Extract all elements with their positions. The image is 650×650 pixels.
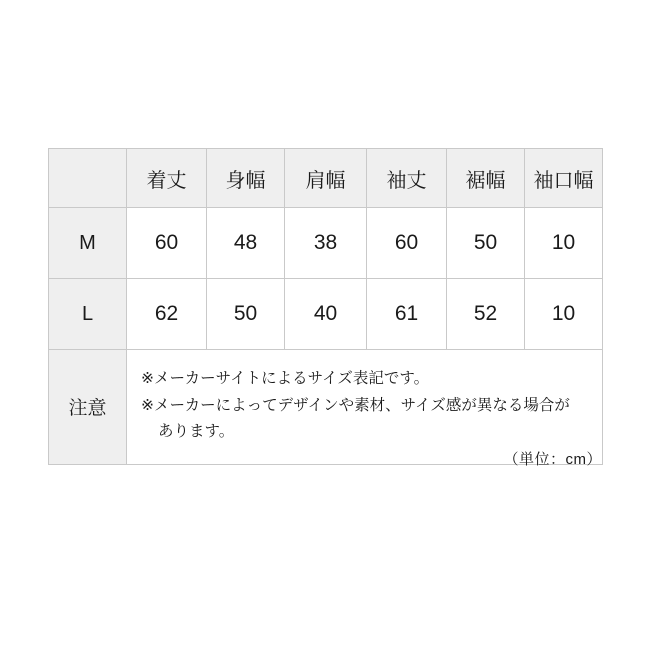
row-label-l: L [49, 279, 127, 350]
cell-m-susohaba: 50 [447, 208, 525, 279]
column-header-susohaba: 裾幅 [447, 149, 525, 208]
column-header-mihaba: 身幅 [207, 149, 285, 208]
unit-label: （単位：cm） [503, 451, 602, 468]
column-header-sodeguchihaba: 袖口幅 [525, 149, 603, 208]
note-line-3: あります。 [158, 423, 235, 441]
cell-l-sodeguchihaba: 10 [525, 279, 603, 350]
note-line-1: ※メーカーサイトによるサイズ表記です。 [141, 370, 430, 387]
cell-l-kitake: 62 [127, 279, 207, 350]
note-label: 注意 [49, 350, 127, 465]
cell-m-sodetake: 60 [367, 208, 447, 279]
table-row [49, 279, 603, 350]
column-header-kitake: 着丈 [127, 149, 207, 208]
cell-m-katahaba: 38 [285, 208, 367, 279]
note-line-2: ※メーカーによってデザインや素材、サイズ感が異なる場合が [141, 396, 570, 414]
table-row [49, 208, 603, 279]
table-corner-cell [49, 149, 127, 208]
size-table-container [48, 148, 602, 465]
cell-l-susohaba: 52 [447, 279, 525, 350]
row-label-m: M [49, 208, 127, 279]
cell-m-kitake: 60 [127, 208, 207, 279]
table-header-row [49, 149, 603, 208]
column-header-sodetake: 袖丈 [367, 149, 447, 208]
cell-m-sodeguchihaba: 10 [525, 208, 603, 279]
cell-l-mihaba: 50 [207, 279, 285, 350]
column-header-katahaba: 肩幅 [285, 149, 367, 208]
cell-l-katahaba: 40 [285, 279, 367, 350]
size-table [48, 148, 603, 465]
cell-m-mihaba: 48 [207, 208, 285, 279]
cell-l-sodetake: 61 [367, 279, 447, 350]
